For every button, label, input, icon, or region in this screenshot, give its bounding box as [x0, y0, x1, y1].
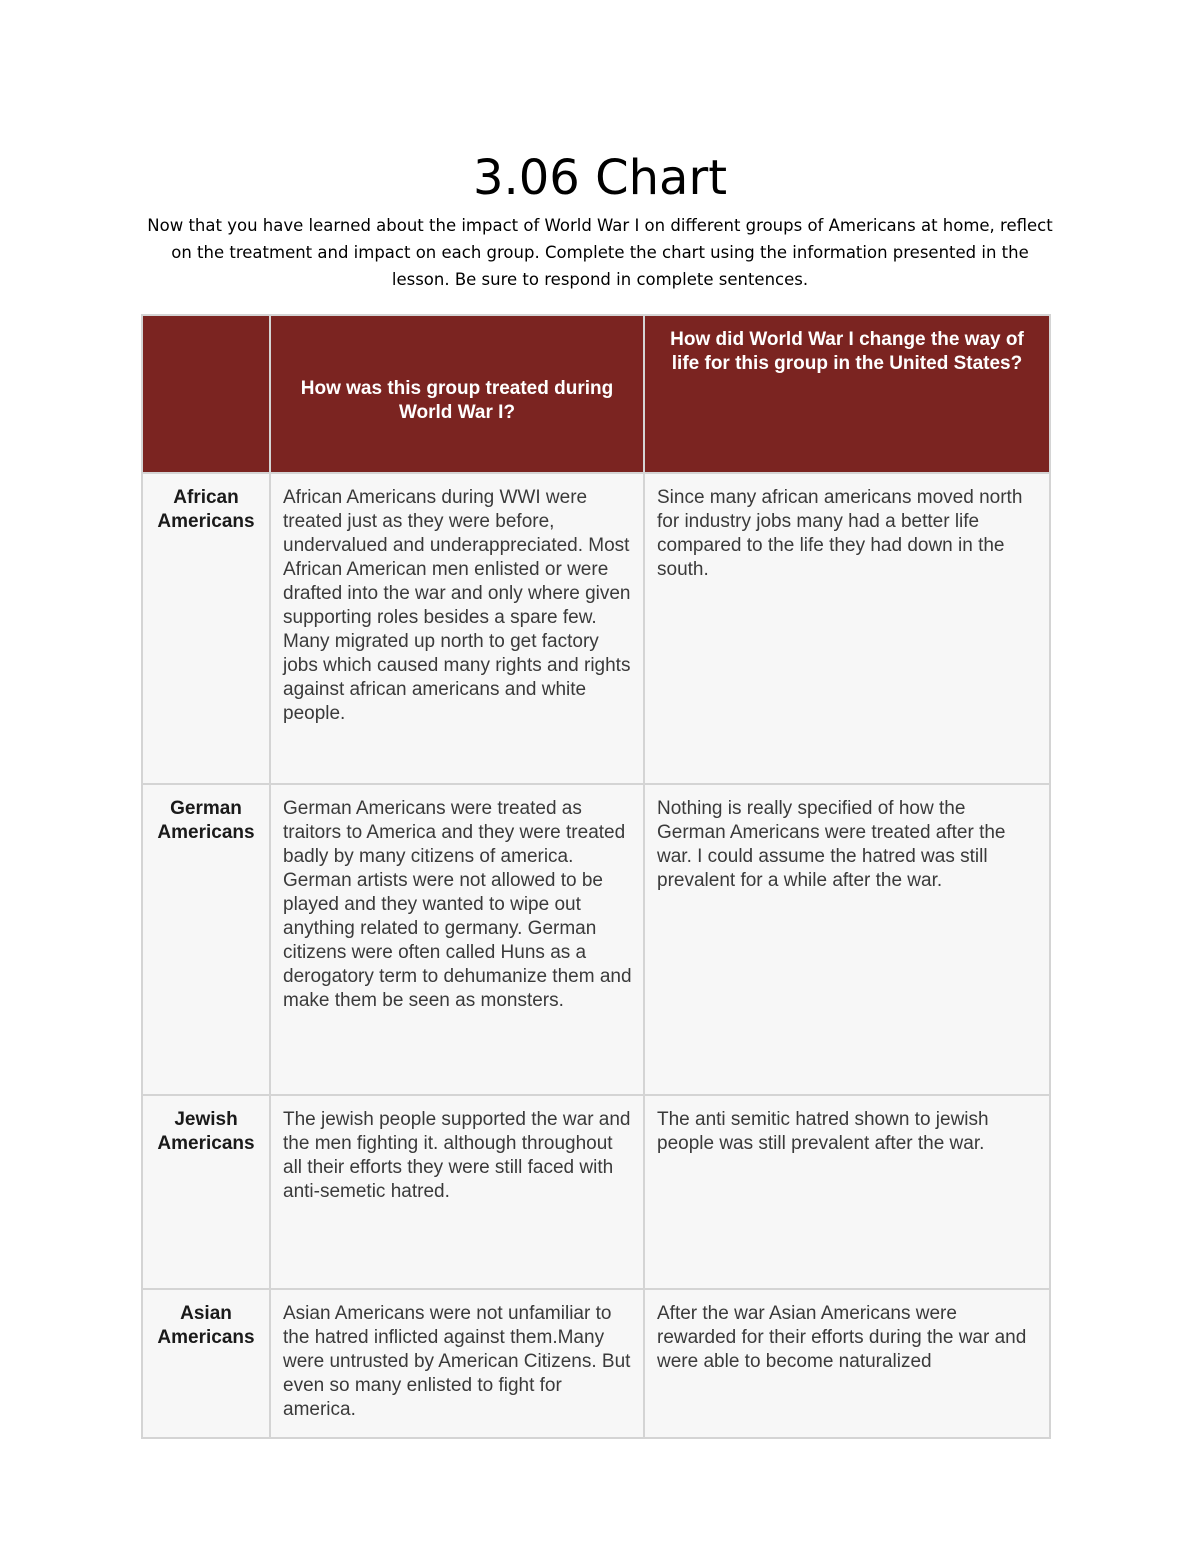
header-change-text: How did World War I change the way of life for this group in the United States? — [670, 329, 1024, 374]
change-cell: Since many african americans moved north for industry jobs many had a better life compared to the life they had down in the south. — [644, 473, 1050, 784]
group-chart-table — [141, 314, 1051, 1439]
header-cell-group — [142, 315, 270, 473]
treatment-cell: German Americans were treated as traitors to America and they were treated badly by many citizens of america. German artists were not allowed to be played and they wanted to wipe out anything related to germany. German citizens were often called Huns as a derogatory term to dehumanize them and make them be seen as monsters. — [270, 784, 644, 1095]
treatment-cell: Asian Americans were not unfamiliar to the hatred inflicted against them.Many were untrusted by American Citizens. But even so many enlisted to fight for america. — [270, 1289, 644, 1438]
table-row — [142, 1095, 1050, 1289]
treatment-cell: The jewish people supported the war and the men fighting it. although throughout all their efforts they were still faced with anti-semetic hatred. — [270, 1095, 644, 1289]
table-row — [142, 784, 1050, 1095]
header-treatment-text: How was this group treated during World War I? — [300, 378, 614, 423]
change-cell: The anti semitic hatred shown to jewish people was still prevalent after the war. — [644, 1095, 1050, 1289]
header-row — [142, 315, 1050, 473]
page-title: 3.06 Chart — [472, 150, 728, 206]
change-cell: Nothing is really specified of how the German Americans were treated after the war. I could assume the hatred was still prevalent for a while after the war. — [644, 784, 1050, 1095]
group-cell: African Americans — [142, 473, 270, 784]
treatment-cell: African Americans during WWI were treated just as they were before, undervalued and underappreciated. Most African American men enlisted or were drafted into the war and only where given supporting roles besides a spare few. Many migrated up north to get factory jobs which caused many rights and rights against african americans and white people. — [270, 473, 644, 784]
group-cell: Jewish Americans — [142, 1095, 270, 1289]
change-cell: After the war Asian Americans were rewarded for their efforts during the war and were able to become naturalized — [644, 1289, 1050, 1438]
group-cell: Asian Americans — [142, 1289, 270, 1438]
table-row — [142, 1289, 1050, 1438]
intro-paragraph: Now that you have learned about the impact of World War I on different groups of Americans at home, reflect on the treatment and impact on each group. Complete the chart using the information presented in the lesson. Be sure to respond in complete sentences. — [147, 216, 1053, 289]
header-cell-treatment — [270, 315, 644, 473]
table-row — [142, 473, 1050, 784]
header-cell-change — [644, 315, 1050, 473]
group-cell: German Americans — [142, 784, 270, 1095]
